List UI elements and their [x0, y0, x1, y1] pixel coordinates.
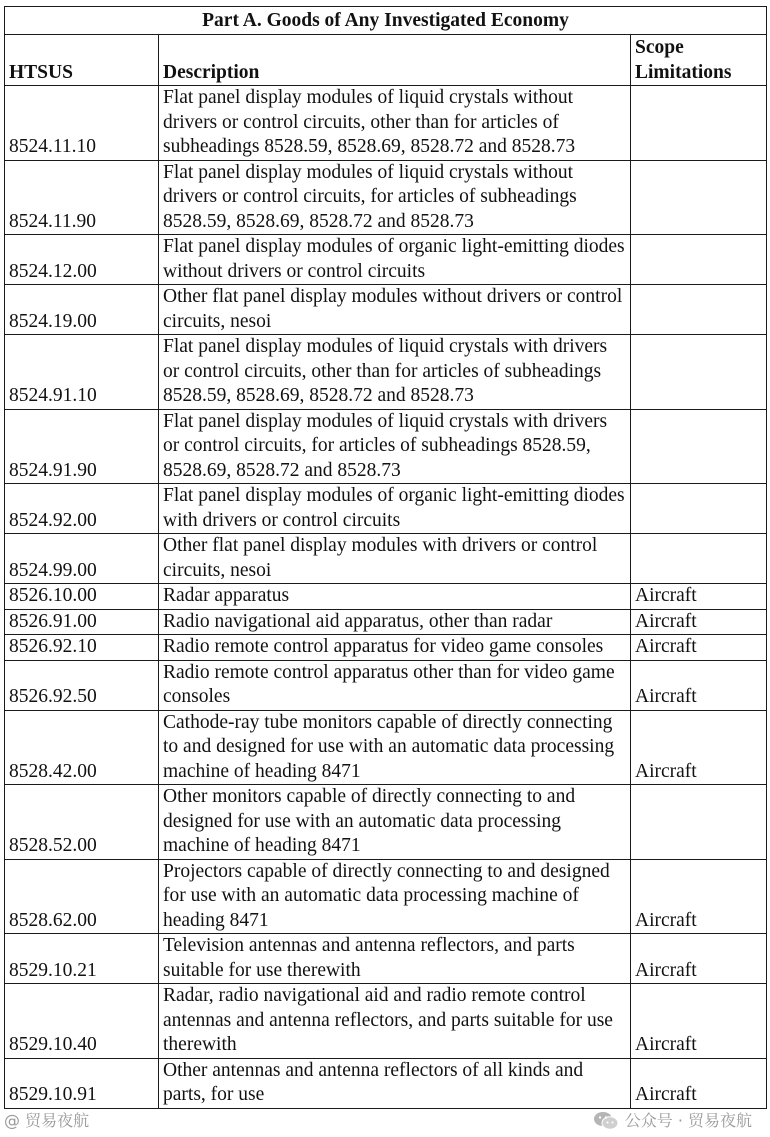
htsus-code: 8524.91.10 — [5, 335, 159, 410]
htsus-code: 8526.92.50 — [5, 660, 159, 710]
htsus-code: 8529.10.40 — [5, 984, 159, 1059]
watermark-left: @ 贸易夜航 — [4, 1111, 90, 1130]
goods-table — [4, 6, 767, 1109]
scope-cell — [631, 86, 767, 161]
htsus-code: 8528.52.00 — [5, 785, 159, 860]
wechat-icon — [593, 1111, 619, 1131]
htsus-code: 8524.91.90 — [5, 409, 159, 484]
header-scope: Scope Limitations — [631, 35, 767, 86]
description-cell: Projectors capable of directly connecting to and designed for use with an automatic data processing machine of heading 8471 — [159, 859, 631, 934]
htsus-code: 8529.10.91 — [5, 1058, 159, 1108]
scope-cell — [631, 785, 767, 860]
table-row — [5, 660, 767, 710]
table-row — [5, 534, 767, 584]
table-row — [5, 160, 767, 235]
table-row — [5, 285, 767, 335]
table-row — [5, 584, 767, 610]
description-cell: Cathode-ray tube monitors capable of directly connecting to and designed for use with an automatic data processing machine of heading 8471 — [159, 710, 631, 785]
table-title: Part A. Goods of Any Investigated Economy — [5, 7, 767, 35]
description-cell: Other flat panel display modules without drivers or control circuits, nesoi — [159, 285, 631, 335]
htsus-code: 8524.19.00 — [5, 285, 159, 335]
scope-cell: Aircraft — [631, 635, 767, 661]
table-row — [5, 710, 767, 785]
scope-cell — [631, 335, 767, 410]
table-row — [5, 484, 767, 534]
scope-cell: Aircraft — [631, 710, 767, 785]
header-row — [5, 35, 767, 86]
table-row — [5, 609, 767, 635]
htsus-code: 8524.92.00 — [5, 484, 159, 534]
htsus-code: 8529.10.21 — [5, 934, 159, 984]
htsus-code: 8524.99.00 — [5, 534, 159, 584]
description-cell: Flat panel display modules of organic light-emitting diodes with drivers or control circuits — [159, 484, 631, 534]
table-row — [5, 635, 767, 661]
scope-cell: Aircraft — [631, 609, 767, 635]
header-description: Description — [159, 35, 631, 86]
description-cell: Radar, radio navigational aid and radio remote control antennas and antenna reflectors, and parts suitable for use therewith — [159, 984, 631, 1059]
htsus-code: 8526.10.00 — [5, 584, 159, 610]
description-cell: Radio navigational aid apparatus, other than radar — [159, 609, 631, 635]
scope-cell: Aircraft — [631, 984, 767, 1059]
scope-cell: Aircraft — [631, 859, 767, 934]
table-row — [5, 859, 767, 934]
htsus-code: 8524.12.00 — [5, 235, 159, 285]
description-cell: Radio remote control apparatus other than for video game consoles — [159, 660, 631, 710]
scope-cell: Aircraft — [631, 584, 767, 610]
description-cell: Flat panel display modules of liquid crystals without drivers or control circuits, for articles of subheadings 8528.59, 8528.69, 8528.72 and 8528.73 — [159, 160, 631, 235]
scope-cell: Aircraft — [631, 660, 767, 710]
description-cell: Other antennas and antenna reflectors of all kinds and parts, for use — [159, 1058, 631, 1108]
scope-cell — [631, 484, 767, 534]
scope-cell — [631, 285, 767, 335]
scope-cell — [631, 534, 767, 584]
description-cell: Flat panel display modules of organic light-emitting diodes without drivers or control circuits — [159, 235, 631, 285]
htsus-code: 8524.11.10 — [5, 86, 159, 161]
description-cell: Radar apparatus — [159, 584, 631, 610]
table-row — [5, 1058, 767, 1108]
scope-cell — [631, 160, 767, 235]
scope-cell: Aircraft — [631, 934, 767, 984]
htsus-code: 8528.42.00 — [5, 710, 159, 785]
table-row — [5, 785, 767, 860]
description-cell: Other flat panel display modules with drivers or control circuits, nesoi — [159, 534, 631, 584]
htsus-code: 8528.62.00 — [5, 859, 159, 934]
description-cell: Flat panel display modules of liquid crystals with drivers or control circuits, for articles of subheadings 8528.59, 8528.69, 8528.72 and 8528.73 — [159, 409, 631, 484]
table-row — [5, 934, 767, 984]
scope-cell: Aircraft — [631, 1058, 767, 1108]
htsus-code: 8526.91.00 — [5, 609, 159, 635]
description-cell: Radio remote control apparatus for video game consoles — [159, 635, 631, 661]
table-row — [5, 86, 767, 161]
description-cell: Other monitors capable of directly connecting to and designed for use with an automatic data processing machine of heading 8471 — [159, 785, 631, 860]
table-row — [5, 409, 767, 484]
description-cell: Flat panel display modules of liquid crystals with drivers or control circuits, other than for articles of subheadings 8528.59, 8528.69, 8528.72 and 8528.73 — [159, 335, 631, 410]
table-row — [5, 235, 767, 285]
table-row — [5, 335, 767, 410]
description-cell: Television antennas and antenna reflectors, and parts suitable for use therewith — [159, 934, 631, 984]
watermark-right — [593, 1111, 752, 1131]
header-htsus: HTSUS — [5, 35, 159, 86]
htsus-code: 8524.11.90 — [5, 160, 159, 235]
table-row — [5, 984, 767, 1059]
scope-cell — [631, 235, 767, 285]
watermark-right-text: 公众号 · 贸易夜航 — [624, 1111, 752, 1130]
description-cell: Flat panel display modules of liquid crystals without drivers or control circuits, other than for articles of subheadings 8528.59, 8528.69, 8528.72 and 8528.73 — [159, 86, 631, 161]
htsus-code: 8526.92.10 — [5, 635, 159, 661]
scope-cell — [631, 409, 767, 484]
